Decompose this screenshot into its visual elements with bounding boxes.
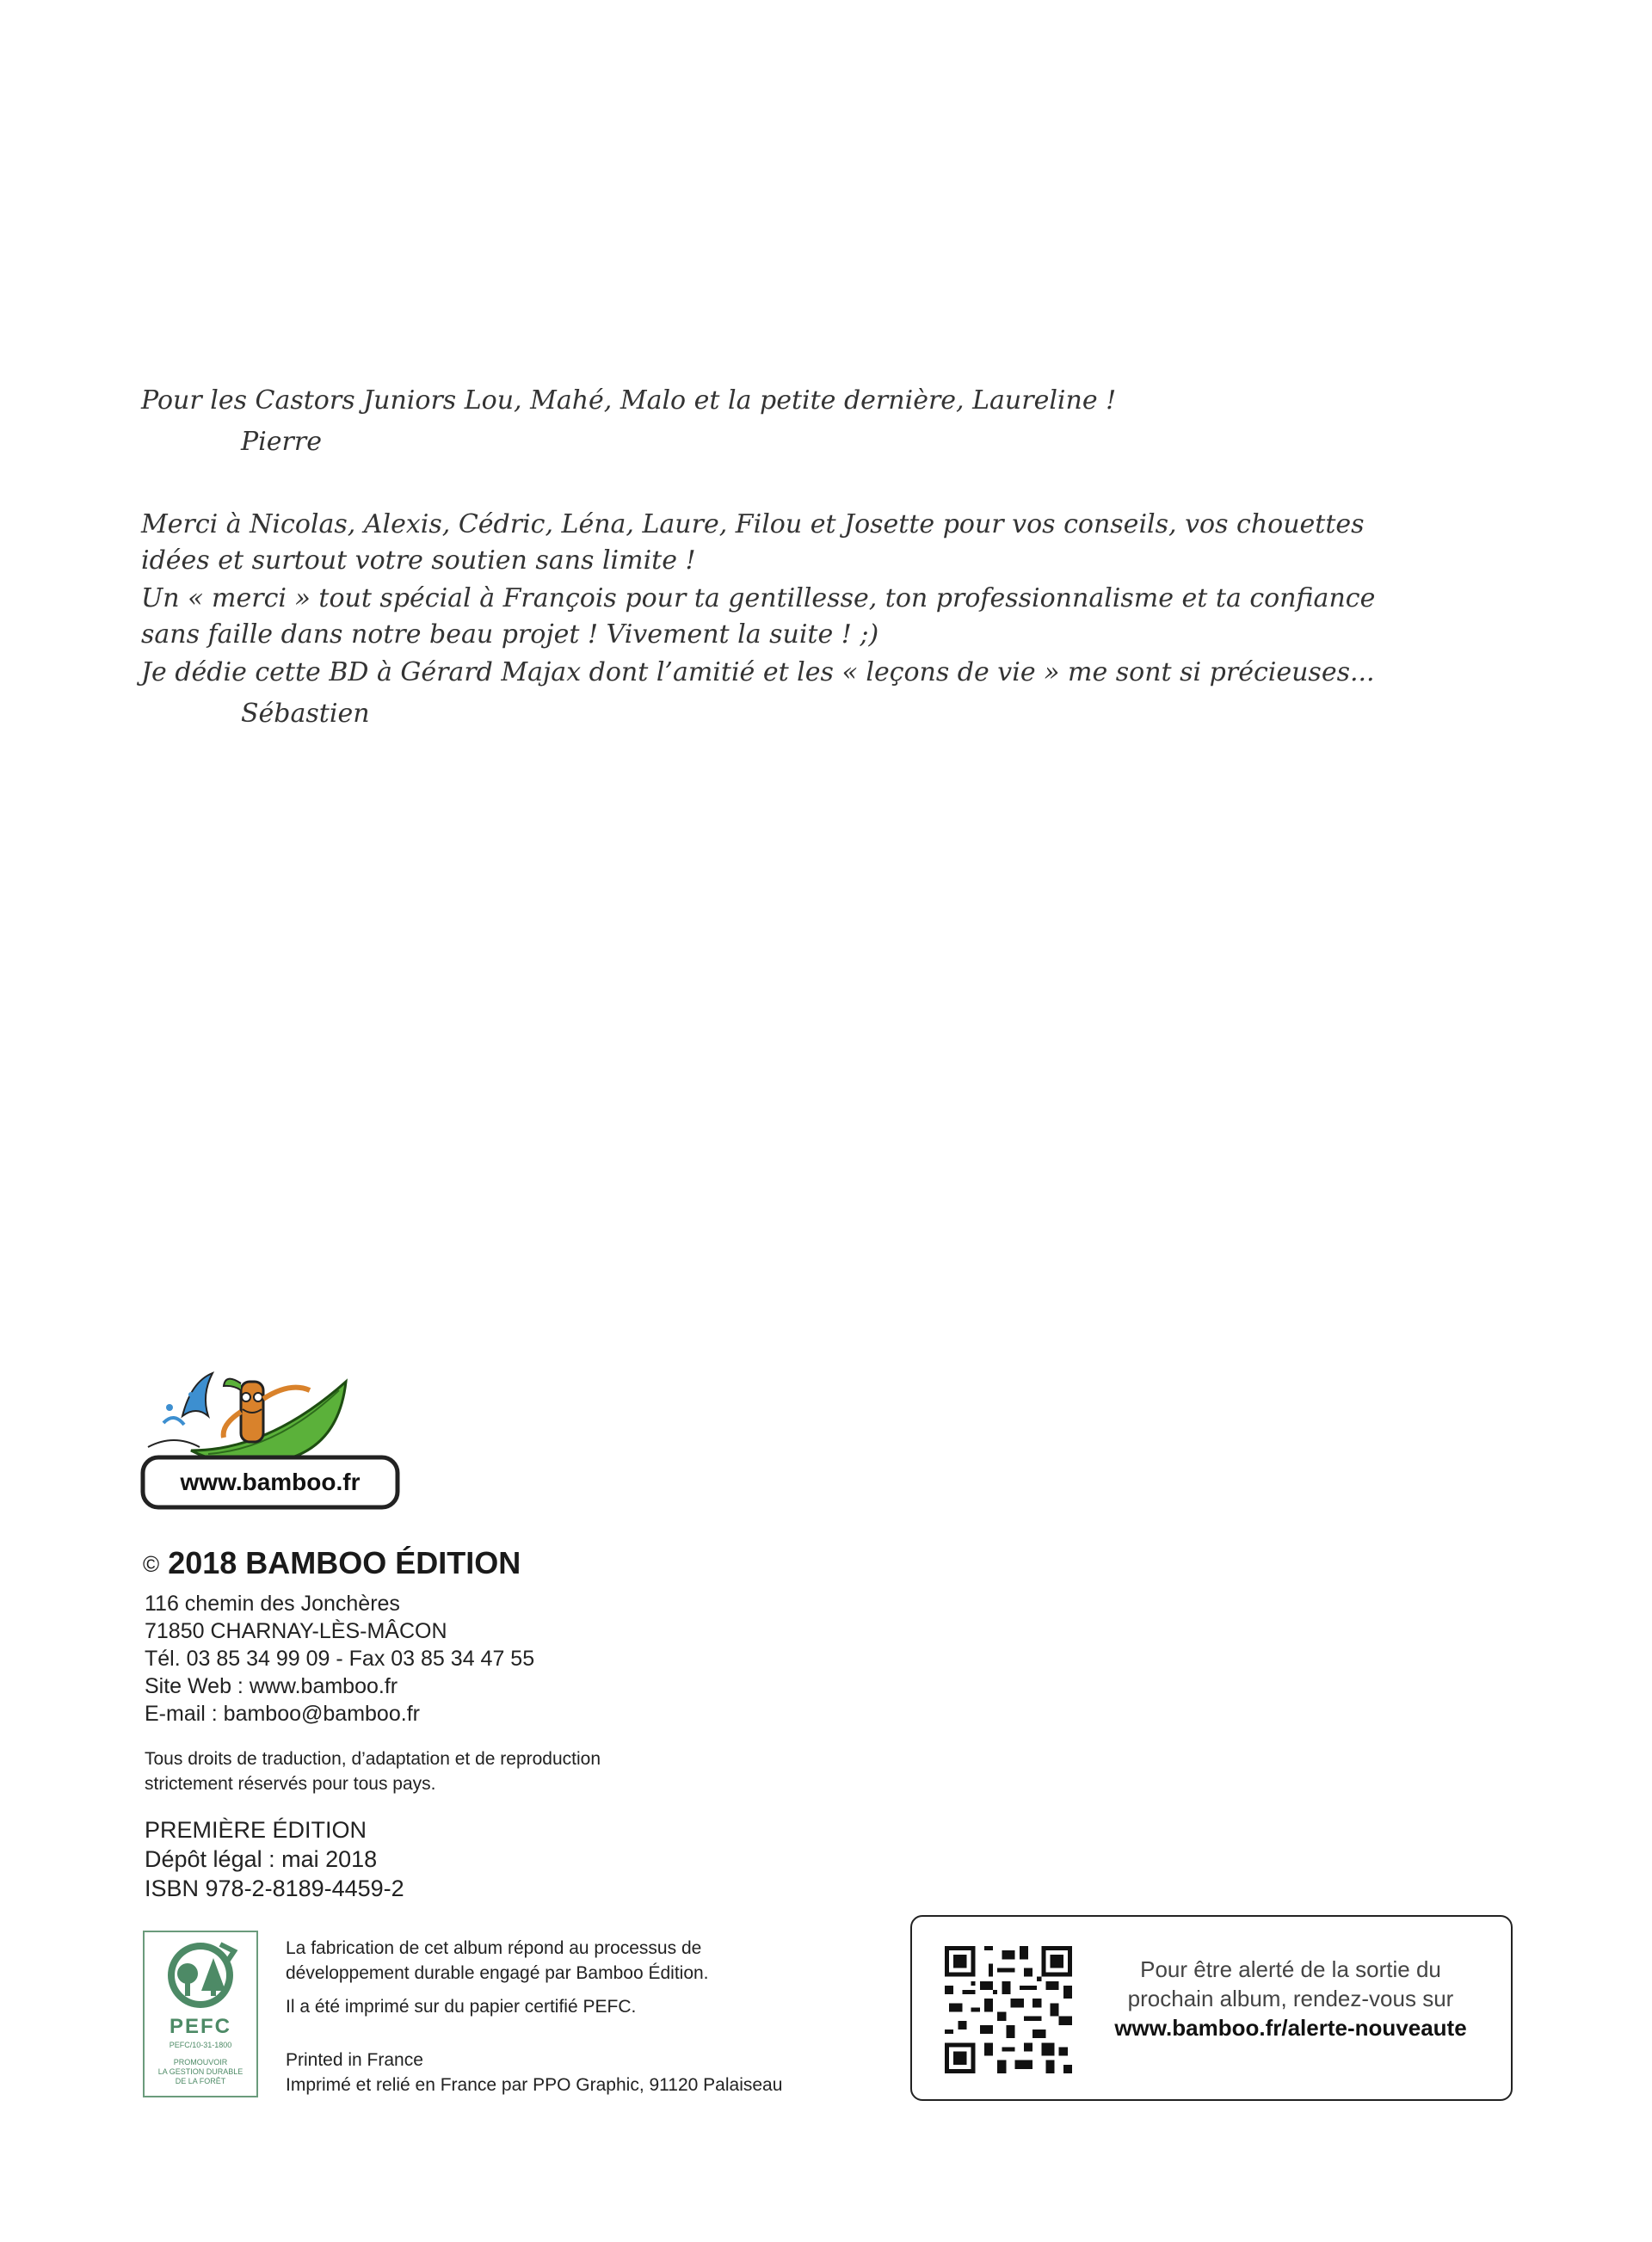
pefc-tagline-line: PROMOUVOIR xyxy=(173,2058,228,2066)
pefc-logo xyxy=(143,1931,258,2097)
dedication-line: idées et surtout votre soutien sans limite ! xyxy=(141,545,696,576)
edition-info xyxy=(145,1815,404,1903)
pefc-tagline-line: LA GESTION DURABLE xyxy=(157,2067,243,2076)
edition-line: Dépôt légal : mai 2018 xyxy=(145,1846,378,1872)
address-line: E-mail : bamboo@bamboo.fr xyxy=(145,1702,420,1726)
dedication-pierre: Pour les Castors Juniors Lou, Mahé, Malo et la petite dernière, Laureline ! xyxy=(141,385,1117,416)
publisher-title: 2018 BAMBOO ÉDITION xyxy=(168,1545,521,1580)
alert-url-link[interactable]: www.bamboo.fr/alerte-nouveaute xyxy=(1114,2015,1467,2041)
sustainability-text xyxy=(286,1936,709,1986)
dedication-line: Je dédie cette BD à Gérard Majax dont l’amitié et les « leçons de vie » me sont si précieuses... xyxy=(141,657,1375,687)
new-release-alert-box xyxy=(910,1915,1513,2101)
address-line: Tél. 03 85 34 99 09 - Fax 03 85 34 47 55 xyxy=(145,1647,535,1671)
alert-line: Pour être alerté de la sortie du xyxy=(1140,1956,1441,1982)
pefc-tagline xyxy=(145,2058,256,2086)
pefc-code: PEFC/10-31-1800 xyxy=(169,2041,232,2049)
edition-line: ISBN 978-2-8189-4459-2 xyxy=(145,1876,404,1901)
address-line: Site Web : www.bamboo.fr xyxy=(145,1674,398,1698)
pefc-label: PEFC xyxy=(169,2015,231,2038)
sustainability-line: développement durable engagé par Bamboo Édition. xyxy=(286,1963,709,1983)
alert-line: prochain album, rendez-vous sur xyxy=(1127,1986,1454,2011)
publisher-address xyxy=(145,1590,534,1728)
rights-line: Tous droits de traduction, d’adaptation et de reproduction xyxy=(145,1749,601,1769)
address-line: 71850 CHARNAY-LÈS-MÂCON xyxy=(145,1619,447,1643)
sustainability-line: La fabrication de cet album répond au processus de xyxy=(286,1938,702,1958)
printing-info xyxy=(286,2048,782,2097)
copyright-symbol: © xyxy=(143,1551,160,1577)
printing-line: Printed in France xyxy=(286,2050,423,2070)
publisher-name xyxy=(143,1545,521,1581)
address-line: 116 chemin des Jonchères xyxy=(145,1592,400,1616)
qr-code-icon[interactable] xyxy=(945,1946,1072,2073)
logo-url-label[interactable]: www.bamboo.fr xyxy=(180,1469,361,1495)
signature-pierre: Pierre xyxy=(241,427,322,457)
rights-notice xyxy=(145,1746,601,1796)
dedication-line: sans faille dans notre beau projet ! Vivement la suite ! ;) xyxy=(141,619,879,650)
pefc-paper-line: Il a été imprimé sur du papier certifié PEFC. xyxy=(286,1997,637,2017)
edition-line: PREMIÈRE ÉDITION xyxy=(145,1817,367,1843)
pefc-tagline-line: DE LA FORÊT xyxy=(175,2077,226,2085)
alert-text xyxy=(1093,1955,1489,2042)
dedication-line: Un « merci » tout spécial à François pour ta gentillesse, ton professionnalisme et ta confiance xyxy=(141,583,1376,613)
rights-line: strictement réservés pour tous pays. xyxy=(145,1774,436,1794)
signature-sebastien: Sébastien xyxy=(241,699,370,729)
printing-line: Imprimé et relié en France par PPO Graphic, 91120 Palaiseau xyxy=(286,2075,783,2095)
dedication-line: Merci à Nicolas, Alexis, Cédric, Léna, Laure, Filou et Josette pour vos conseils, vos chouettes xyxy=(141,509,1365,539)
bamboo-logo[interactable] xyxy=(139,1364,406,1511)
